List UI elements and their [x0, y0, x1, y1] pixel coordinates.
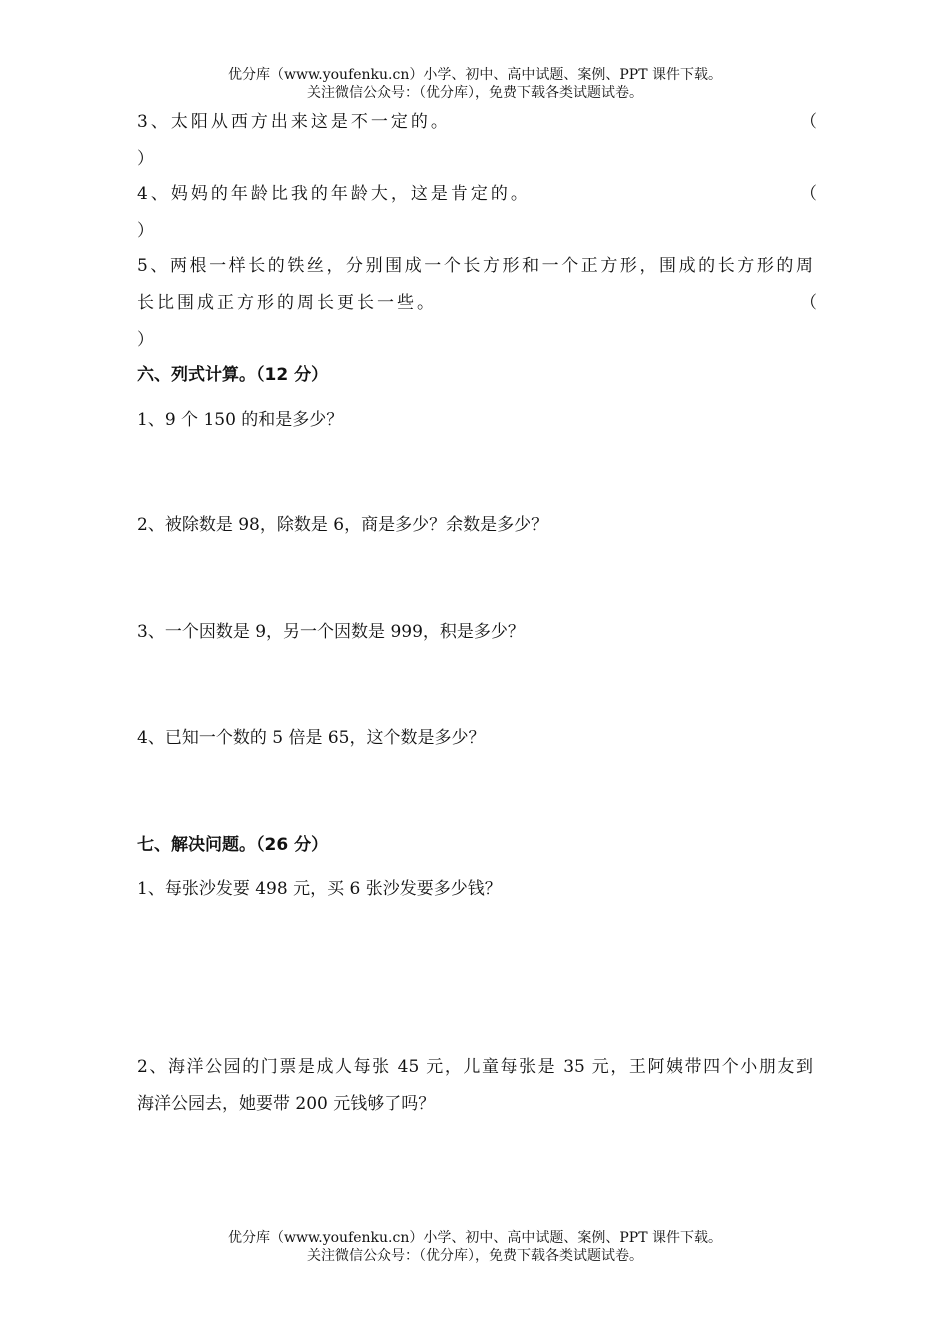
answer-paren-open: （ [800, 112, 817, 132]
header-line-1: 优分库（www.youfenku.cn）小学、初中、高中试题、案例、PPT 课件下载。 [227, 67, 722, 83]
calc-question-2: 2、被除数是 98，除数是 6，商是多少？余数是多少？ [137, 515, 549, 535]
footer-line-1: 优分库（www.youfenku.cn）小学、初中、高中试题、案例、PPT 课件下载。 [227, 1230, 722, 1246]
answer-paren-close: ） [137, 330, 154, 350]
problem-question-2-line-1: 2、海洋公园的门票是成人每张 45 元，儿童每张是 35 元，王阿姨带四个小朋友到 [137, 1057, 813, 1077]
problem-question-2-line-2: 海洋公园去，她要带 200 元钱够了吗？ [137, 1094, 436, 1114]
header-line-2: 关注微信公众号：（优分库），免费下载各类试题试卷。 [307, 85, 643, 101]
answer-paren-close: ） [137, 149, 154, 169]
calc-question-1: 1、9 个 150 的和是多少？ [137, 410, 344, 430]
page-header [0, 66, 950, 102]
calc-question-3: 3、一个因数是 9，另一个因数是 999，积是多少？ [137, 622, 525, 642]
section-7-title: 七、解决问题。（26 分） [137, 835, 329, 855]
page-footer [0, 1229, 950, 1265]
footer-line-2: 关注微信公众号：（优分库），免费下载各类试题试卷。 [307, 1248, 643, 1264]
judgement-question-3: 3、太阳从西方出来这是不一定的。 [137, 112, 451, 132]
calc-question-4: 4、已知一个数的 5 倍是 65，这个数是多少？ [137, 728, 486, 748]
judgement-question-5-line-2: 长比围成正方形的周长更长一些。 [137, 293, 437, 313]
judgement-question-5-line-1: 5、两根一样长的铁丝，分别围成一个长方形和一个正方形，围成的长方形的周 [137, 256, 813, 276]
judgement-question-4: 4、妈妈的年龄比我的年龄大，这是肯定的。 [137, 184, 531, 204]
answer-paren-open: （ [800, 293, 817, 313]
answer-paren-close: ） [137, 221, 154, 241]
problem-question-1: 1、每张沙发要 498 元，买 6 张沙发要多少钱？ [137, 879, 502, 899]
answer-paren-open: （ [800, 184, 817, 204]
section-6-title: 六、列式计算。（12 分） [137, 365, 329, 385]
